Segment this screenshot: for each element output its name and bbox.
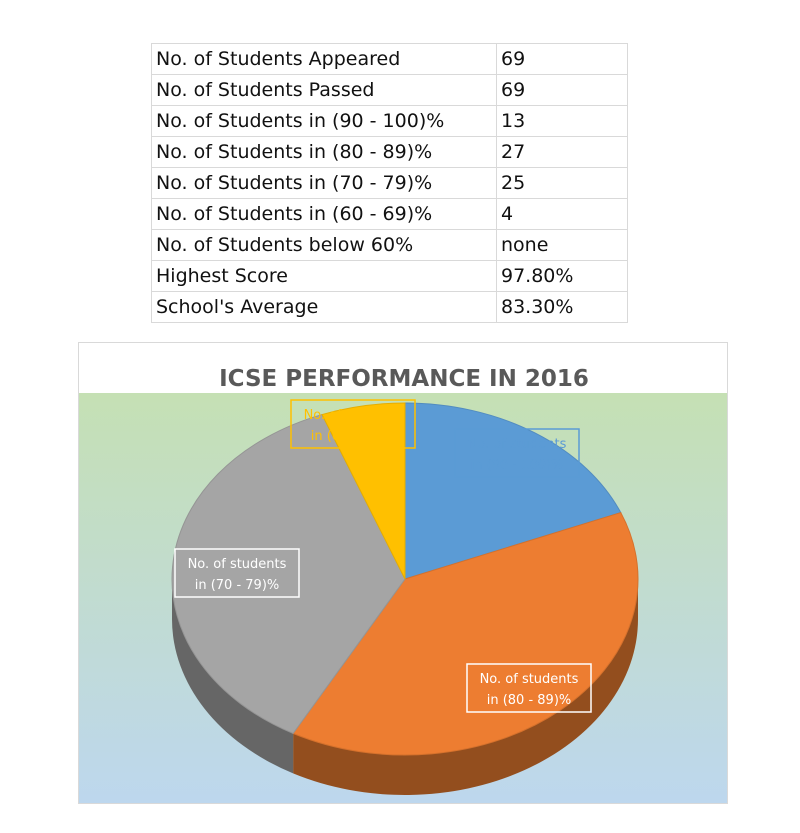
data-label-line1: No. of students [303,408,403,423]
chart-title: ICSE PERFORMANCE IN 2016 [219,366,589,392]
row-value: 27 [497,137,628,168]
data-label-line2: in (80 - 89)% [486,693,572,708]
data-label-line2: in (90 - 100)% [470,458,564,473]
row-label: No. of Students below 60% [152,230,497,261]
table-row [152,44,628,75]
table-row [152,261,628,292]
data-label-line2: in (70 - 79)% [194,578,280,593]
table-row [152,75,628,106]
row-label: School's Average [152,292,497,323]
table-row [152,106,628,137]
row-value: 25 [497,168,628,199]
row-label: No. of Students Passed [152,75,497,106]
table-row [152,137,628,168]
row-value: 83.30% [497,292,628,323]
results-table [151,43,628,323]
data-label-line1: No. of students [187,557,287,572]
row-value: 69 [497,44,628,75]
pie-chart-svg [79,343,728,804]
row-label: No. of Students in (60 - 69)% [152,199,497,230]
row-label: No. of Students in (70 - 79)% [152,168,497,199]
data-label-line2: in (60 - 69)% [310,429,396,444]
row-label: No. of Students in (80 - 89)% [152,137,497,168]
row-value: 4 [497,199,628,230]
row-value: 97.80% [497,261,628,292]
row-value: 13 [497,106,628,137]
pie-chart [78,342,728,804]
table-row [152,292,628,323]
row-label: No. of Students in (90 - 100)% [152,106,497,137]
table-row [152,168,628,199]
data-label-line1: No. of students [479,672,579,687]
row-value: 69 [497,75,628,106]
row-label: Highest Score [152,261,497,292]
row-label: No. of Students Appeared [152,44,497,75]
row-value: none [497,230,628,261]
table-row [152,199,628,230]
data-label-line1: No. of students [467,437,567,452]
table-row [152,230,628,261]
